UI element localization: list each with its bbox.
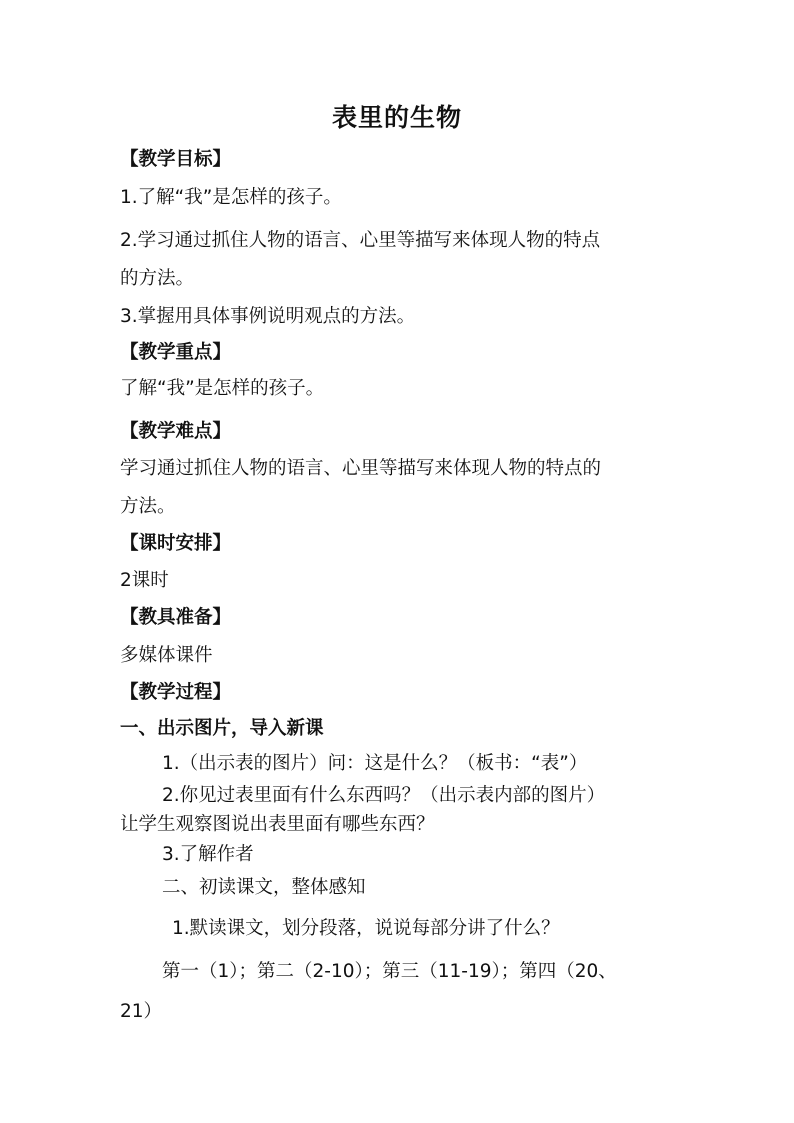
materials-text: 多媒体课件: [120, 645, 213, 666]
objective-item-1: 1.了解“我”是怎样的孩子。: [120, 187, 342, 208]
objective-item-3: 3.掌握用具体事例说明观点的方法。: [120, 306, 416, 327]
key-points-text: 了解“我”是怎样的孩子。: [120, 378, 325, 399]
process-part-1-heading: 一、出示图片，导入新课: [120, 718, 324, 739]
process-part-2-heading: 二、初读课文，整体感知: [162, 877, 366, 898]
objective-item-2-line-2: 的方法。: [120, 268, 195, 289]
key-points-heading: 【教学重点】: [120, 342, 232, 363]
objective-item-2-line-1: 2.学习通过抓住人物的语言、心里等描写来体现人物的特点: [120, 230, 601, 251]
process-heading: 【教学过程】: [120, 682, 232, 703]
materials-heading: 【教具准备】: [120, 607, 232, 628]
difficulties-line-2: 方法。: [120, 496, 176, 517]
schedule-heading: 【课时安排】: [120, 533, 232, 554]
schedule-text: 2课时: [120, 570, 169, 591]
process-part-1-item-3: 3.了解作者: [162, 844, 254, 865]
process-part-2-answer-line-1: 第一（1）；第二（2-10）；第三（11-19）；第四（20、: [162, 961, 617, 982]
document-title: 表里的生物: [331, 103, 462, 132]
process-part-1-item-2-line-1: 2.你见过表里面有什么东西吗？（出示表内部的图片）: [162, 785, 606, 806]
process-part-2-answer-line-2: 21）: [120, 1001, 163, 1022]
objectives-heading: 【教学目标】: [120, 149, 232, 170]
difficulties-heading: 【教学难点】: [120, 421, 232, 442]
difficulties-line-1: 学习通过抓住人物的语言、心里等描写来体现人物的特点的: [120, 458, 602, 479]
process-part-1-item-2-line-2: 让学生观察图说出表里面有哪些东西？: [120, 814, 435, 835]
process-part-2-item-1: 1.默读课文，划分段落，说说每部分讲了什么？: [172, 918, 560, 939]
process-part-1-item-1: 1.（出示表的图片）问：这是什么？（板书：“表”）: [162, 753, 588, 774]
